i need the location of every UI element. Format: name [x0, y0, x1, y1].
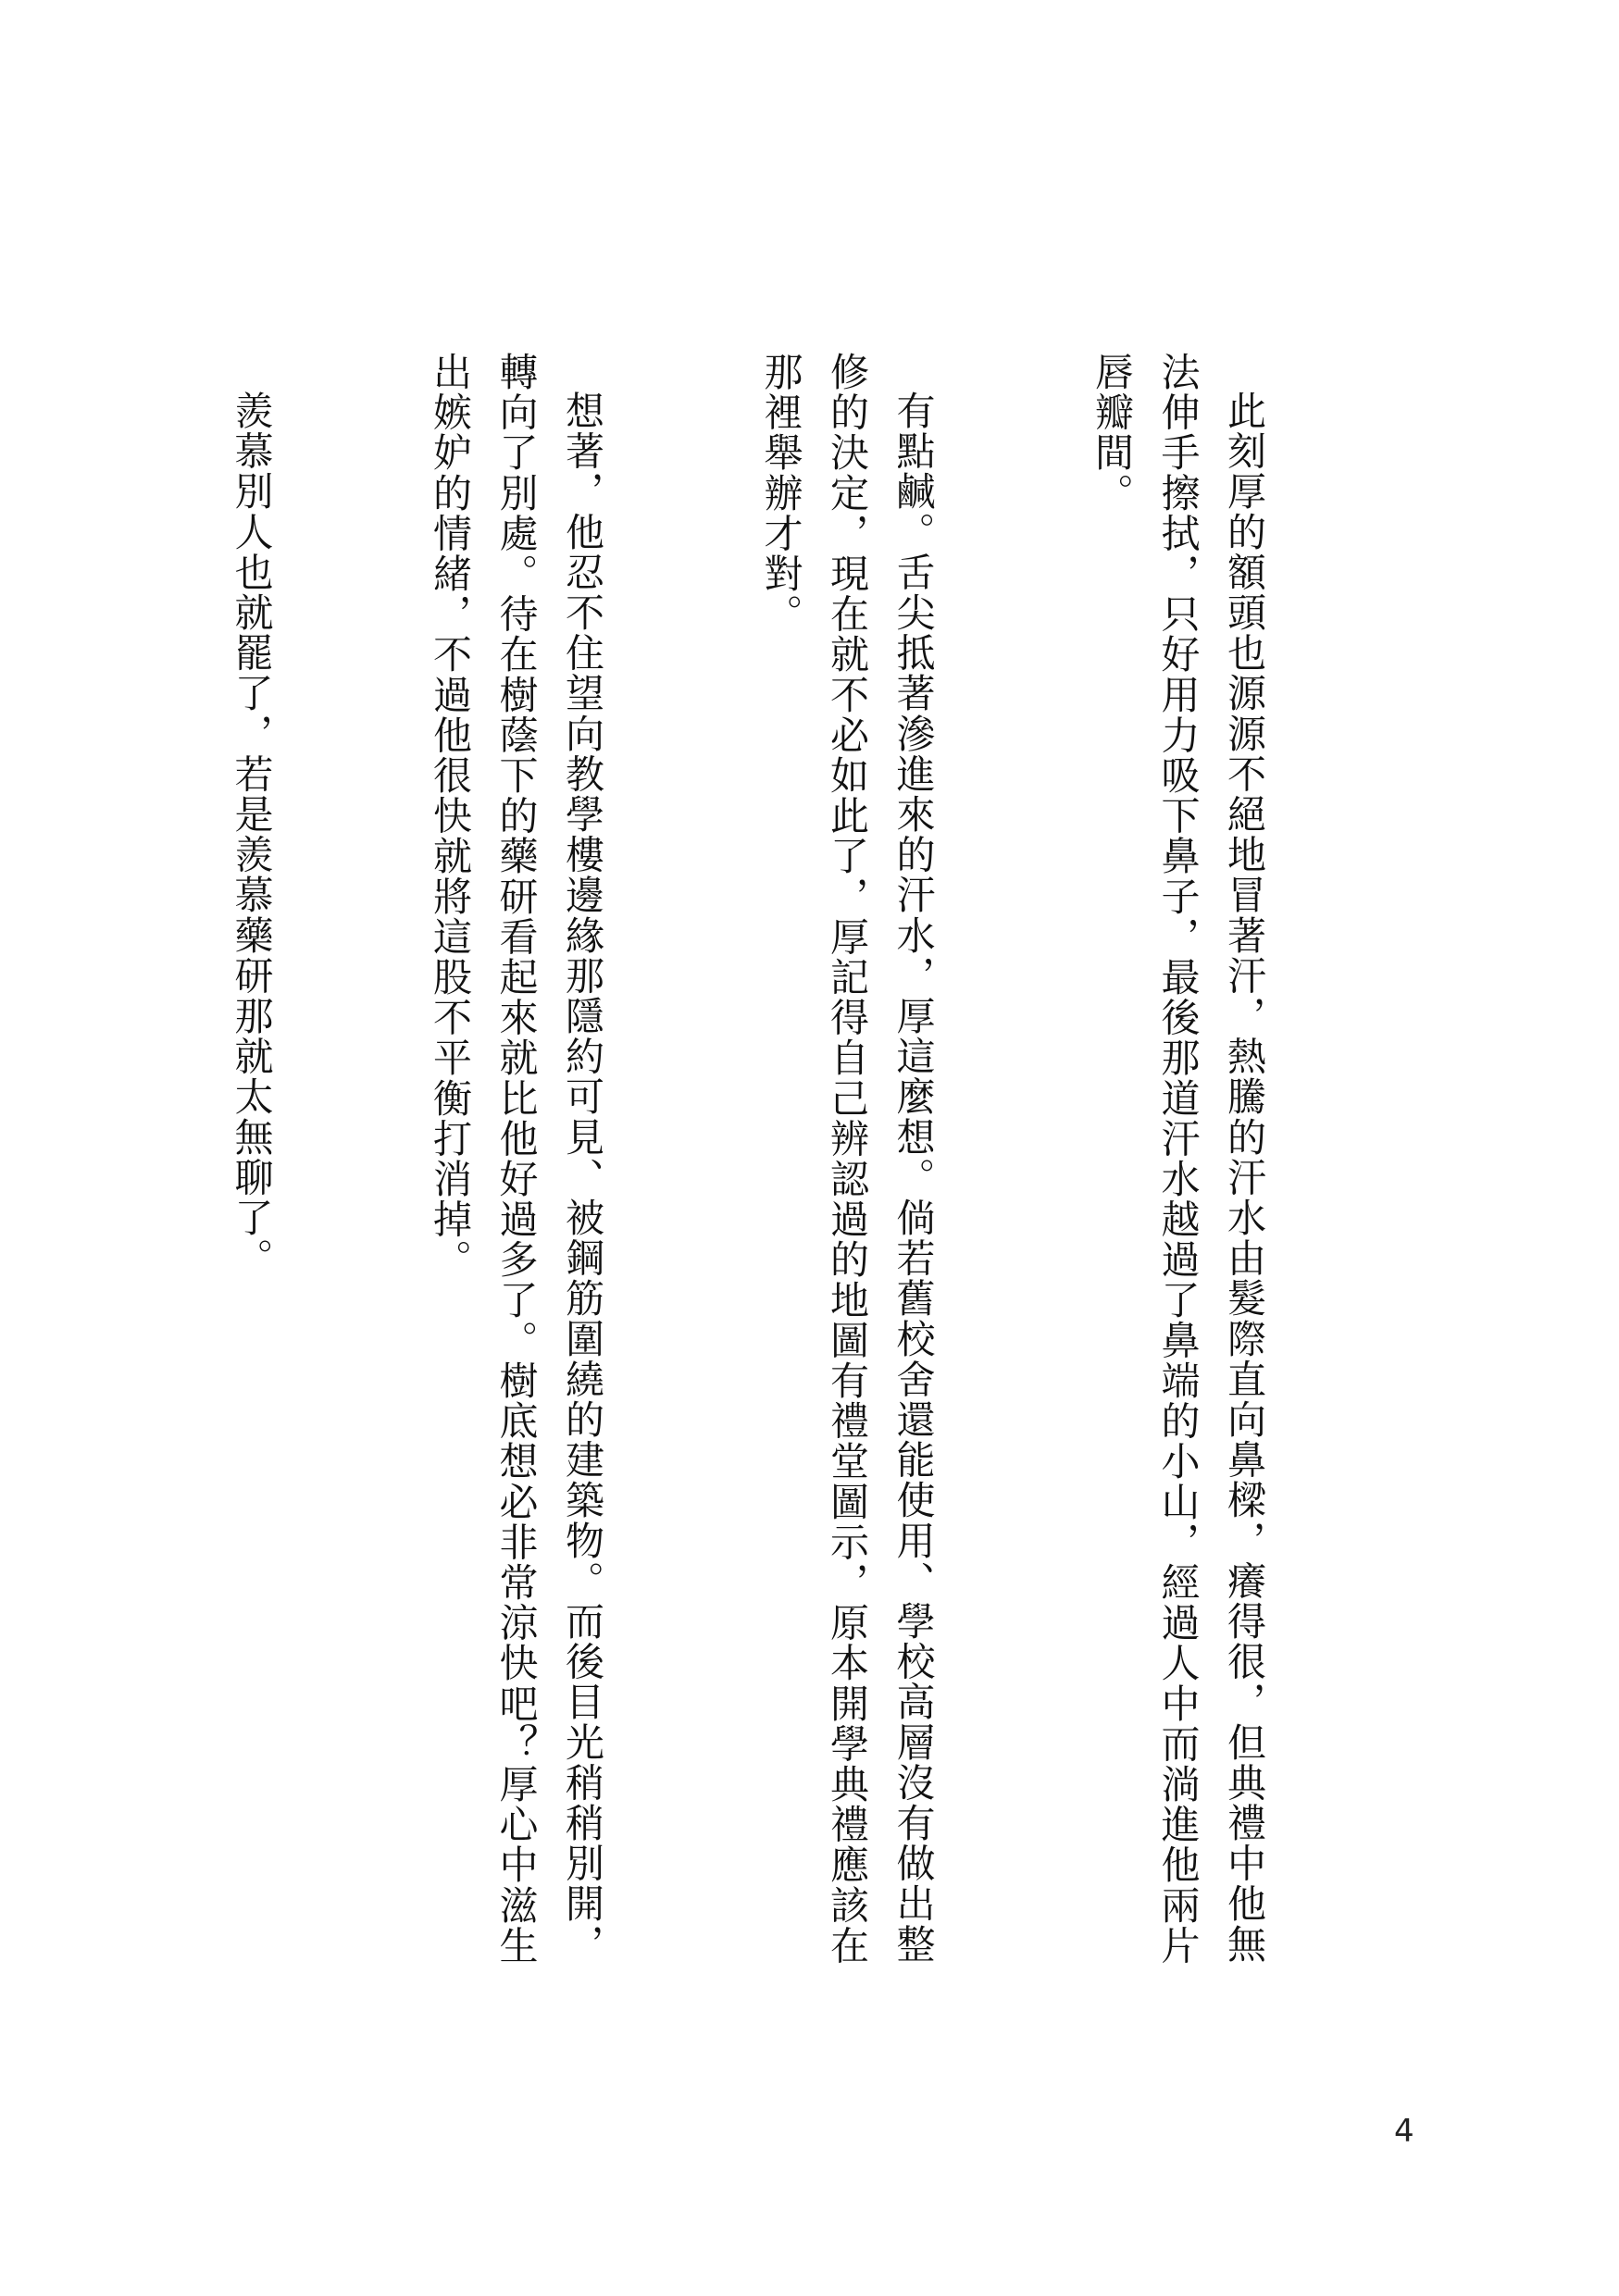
- blank-line-spacer: [20, 352, 87, 1980]
- paragraph: 想著，他忍不住望向教學樓邊緣那隱約可見、被鋼筋圍繞的建築物。而後目光稍稍別開，轉向了別處。待在樹蔭下的藥研看起來就比他好過多了。樹底想必非常涼快吧？厚心中滋生出嫉妒的情緒，不過他很快就將這股不平衡打消掉。: [428, 352, 605, 1966]
- paragraph: 羨慕別人也就罷了，若是羨慕藥研那就太無聊了。: [229, 391, 275, 1279]
- paragraph: 有點鹹。舌尖抵著滲進來的汗水，厚這麼想。倘若舊校舍還能使用、學校高層沒有做出整修的決定，現在就不必如此了，厚記得自己辨認過的地圖有禮堂圖示，原本開學典禮應該在那裡舉辦才對。: [758, 352, 937, 1966]
- paragraph: 此刻厚的額頭也源源不絕地冒著汗，熱騰的汗水由髮際直向鼻樑，癢得很，但典禮中他無法伸手擦拭，只好用力吸下鼻子，最後那道汗水越過了鼻端的小山，經過人中而淌進他兩片唇瓣間。: [1090, 352, 1267, 1966]
- page-number: 4: [1394, 2113, 1414, 2150]
- vertical-text-body: [0, 352, 1410, 1980]
